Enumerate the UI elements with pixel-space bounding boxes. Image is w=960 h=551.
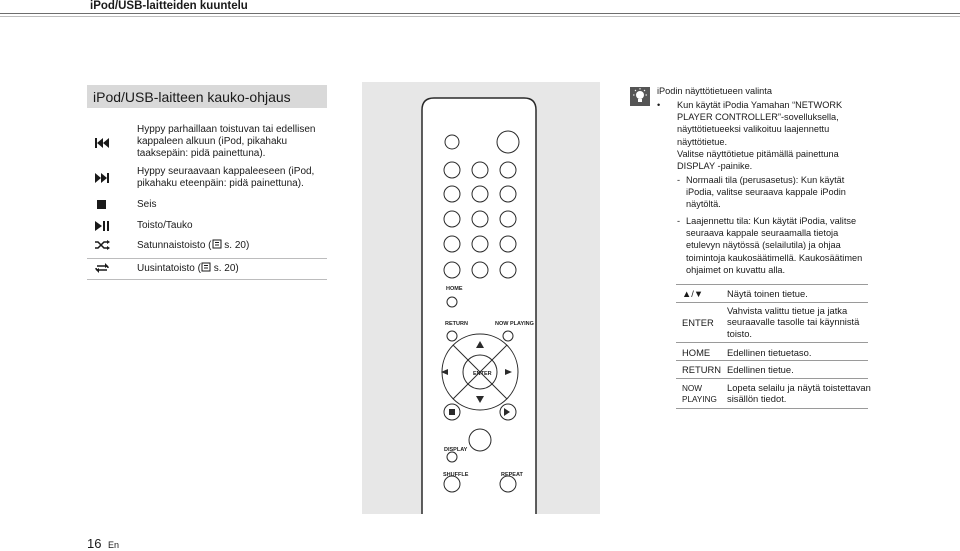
row-play-pause-text: Toisto/Tauko [137,220,193,231]
tip-normal-mode-text: Normaali tila (perusasetus): Kun käytät iPodia, valitse seuraava kappale iPodin näytöltä. [686,175,846,210]
remote-label-shuffle: SHUFFLE [443,472,469,478]
row-skip-forward-text: Hyppy seuraavaan kappaleeseen (iPod, pikahaku eteenpäin: pidä painettuna). [137,166,315,189]
row-stop-text: Seis [137,199,157,210]
table-value: Näytä toinen tietue. [727,288,808,299]
remote-body [422,98,536,514]
header-rule-light [0,16,960,17]
tip-bullet-mark: • [657,100,661,110]
table-value: Edellinen tietue. [727,364,794,375]
table-bottom-rule [676,408,868,409]
tip-bullet-text: Kun käytät iPodia Yamahan “NETWORK PLAYER CONTROLLER”-sovelluksella, näyttötietueeksi valikoituu laajennettu näyttötietue. [677,100,843,147]
row-repeat-text [137,262,239,275]
row-skip-back-text: Hyppy parhaillaan toistuvan tai edellisen kappaleen alkuun (iPod, pikahaku taaksepäin: pidä painettuna). [137,124,316,159]
repeat-icon [94,262,110,274]
remote-illustration [362,82,600,514]
stop-icon [94,199,110,211]
table-key-home: HOME [682,347,711,358]
remote-label-return: RETURN [445,321,468,327]
repeat-page-ref: s. 20) [213,263,239,274]
table-top-rule [676,284,868,285]
shuffle-icon [94,239,110,251]
skip-forward-icon [94,172,110,184]
remote-label-now-playing: NOW PLAYING [495,321,534,327]
tip-dash-mark: - [677,216,681,226]
table-value: Lopeta selailu ja näytä toistettavan sisällön tiedot. [727,382,871,405]
row-shuffle-text [137,239,249,252]
shuffle-label: Satunnaistoisto ( [137,240,212,251]
table-key-return: RETURN [682,364,722,375]
remote-label-display: DISPLAY [444,447,468,453]
row-divider [87,279,327,280]
table-key-enter: ENTER [682,317,714,328]
table-row-rule [676,302,868,303]
hint-lightbulb-icon [630,87,650,106]
remote-label-enter: ENTER [473,371,492,377]
remote-power-button [497,131,519,153]
repeat-label: Uusintatoisto ( [137,263,201,274]
play-pause-icon [94,220,110,232]
book-ref-icon [212,239,222,249]
table-key-up-down: ▲/▼ [682,288,704,299]
table-row-rule [676,378,868,379]
book-ref-icon [201,262,211,272]
tip-extended-mode-text: Laajennettu tila: Kun käytät iPodia, valitse seuraava kappale seuraamalla tietoja etulevyn näytössä (selailutila) ja ohjaa toimintoja kaukosäätimellä. Kaukosäätimen ohjaimet on kuvattu alla. [686,216,863,275]
shuffle-page-ref: s. 20) [224,240,250,251]
section-title: iPod/USB-laitteen kauko-ohjaus [93,89,291,105]
running-header: iPod/USB-laitteiden kuuntelu [90,0,248,12]
table-value: Vahvista valittu tietue ja jatka seuraavalle tasolle tai käynnistä toisto. [727,305,860,339]
header-rule [0,13,960,14]
remote-label-home: HOME [446,286,463,292]
page-language: En [108,540,120,550]
page-number: 16 [87,536,102,551]
skip-back-icon [94,137,110,149]
tip-bullet-text-2: Valitse näyttötietue pitämällä painettuna DISPLAY -painike. [677,149,839,172]
tip-dash-mark: - [677,175,681,185]
tip-title: iPodin näyttötietueen valinta [657,86,772,96]
row-divider [87,258,327,259]
remote-label-repeat: REPEAT [501,472,523,478]
table-key-now-playing: NOW PLAYING [682,384,717,404]
table-value: Edellinen tietuetaso. [727,347,812,358]
table-row-rule [676,342,868,343]
remote-button [445,135,459,149]
table-row-rule [676,360,868,361]
